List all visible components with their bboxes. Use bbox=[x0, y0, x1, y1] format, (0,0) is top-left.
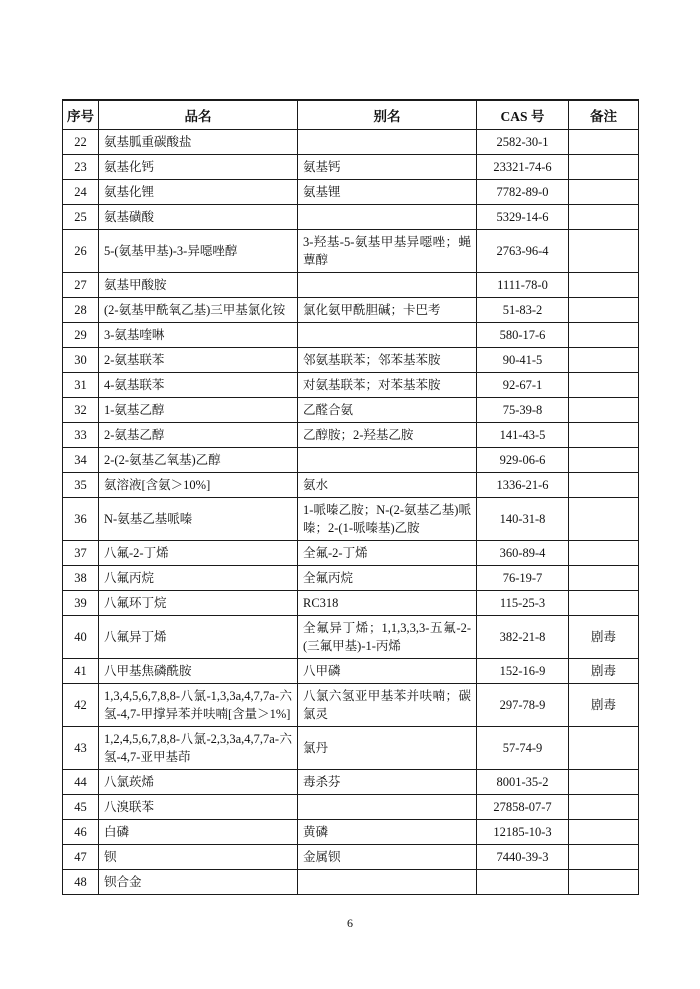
table-row bbox=[63, 683, 639, 726]
row-product-name: 氨基化锂 bbox=[99, 179, 298, 204]
table-row bbox=[63, 372, 639, 397]
table-header bbox=[63, 100, 639, 129]
row-product-name: 八氟丙烷 bbox=[99, 565, 298, 590]
row-remark bbox=[569, 397, 639, 422]
row-alias: 氨基锂 bbox=[298, 179, 477, 204]
chemical-list-table bbox=[62, 99, 639, 895]
row-alias: 乙醇胺；2-羟基乙胺 bbox=[298, 422, 477, 447]
table-row bbox=[63, 179, 639, 204]
row-serial-number: 46 bbox=[63, 819, 99, 844]
row-product-name: 钡 bbox=[99, 844, 298, 869]
row-cas-number: 580-17-6 bbox=[477, 322, 569, 347]
row-alias: 金属钡 bbox=[298, 844, 477, 869]
row-cas-number: 7440-39-3 bbox=[477, 844, 569, 869]
row-alias: 八甲磷 bbox=[298, 658, 477, 683]
row-remark bbox=[569, 422, 639, 447]
row-remark bbox=[569, 869, 639, 894]
row-remark bbox=[569, 129, 639, 154]
row-product-name: N-氨基乙基哌嗪 bbox=[99, 497, 298, 540]
table-row bbox=[63, 819, 639, 844]
row-alias bbox=[298, 869, 477, 894]
header-row bbox=[63, 100, 639, 129]
row-serial-number: 43 bbox=[63, 726, 99, 769]
row-remark bbox=[569, 347, 639, 372]
row-cas-number: 51-83-2 bbox=[477, 297, 569, 322]
table-row bbox=[63, 397, 639, 422]
row-cas-number: 360-89-4 bbox=[477, 540, 569, 565]
table-row bbox=[63, 844, 639, 869]
table-row bbox=[63, 769, 639, 794]
row-alias: RC318 bbox=[298, 590, 477, 615]
row-product-name: 八氟环丁烷 bbox=[99, 590, 298, 615]
row-serial-number: 38 bbox=[63, 565, 99, 590]
row-serial-number: 33 bbox=[63, 422, 99, 447]
row-alias: 氯化氨甲酰胆碱；卡巴考 bbox=[298, 297, 477, 322]
row-product-name: 氨基甲酸胺 bbox=[99, 272, 298, 297]
row-product-name: 八氟-2-丁烯 bbox=[99, 540, 298, 565]
table-row bbox=[63, 794, 639, 819]
row-alias: 八氯六氢亚甲基苯并呋喃；碳氯灵 bbox=[298, 683, 477, 726]
row-remark bbox=[569, 372, 639, 397]
row-cas-number: 297-78-9 bbox=[477, 683, 569, 726]
table-row bbox=[63, 726, 639, 769]
row-serial-number: 41 bbox=[63, 658, 99, 683]
row-serial-number: 42 bbox=[63, 683, 99, 726]
row-remark bbox=[569, 297, 639, 322]
row-remark bbox=[569, 154, 639, 179]
row-remark bbox=[569, 565, 639, 590]
row-cas-number bbox=[477, 869, 569, 894]
row-remark bbox=[569, 447, 639, 472]
row-serial-number: 29 bbox=[63, 322, 99, 347]
row-cas-number: 75-39-8 bbox=[477, 397, 569, 422]
row-alias bbox=[298, 204, 477, 229]
row-product-name: (2-氨基甲酰氧乙基)三甲基氯化铵 bbox=[99, 297, 298, 322]
row-product-name: 1,3,4,5,6,7,8,8-八氯-1,3,3a,4,7,7a-六氢-4,7-甲撑异苯并呋喃[含量＞1%] bbox=[99, 683, 298, 726]
row-serial-number: 24 bbox=[63, 179, 99, 204]
row-remark bbox=[569, 819, 639, 844]
row-cas-number: 92-67-1 bbox=[477, 372, 569, 397]
row-serial-number: 45 bbox=[63, 794, 99, 819]
row-cas-number: 1336-21-6 bbox=[477, 472, 569, 497]
row-remark: 剧毒 bbox=[569, 683, 639, 726]
table-row bbox=[63, 447, 639, 472]
row-cas-number: 382-21-8 bbox=[477, 615, 569, 658]
row-alias: 全氟异丁烯；1,1,3,3,3-五氟-2-(三氟甲基)-1-丙烯 bbox=[298, 615, 477, 658]
table-row bbox=[63, 347, 639, 372]
row-serial-number: 36 bbox=[63, 497, 99, 540]
row-alias: 全氟-2-丁烯 bbox=[298, 540, 477, 565]
row-serial-number: 25 bbox=[63, 204, 99, 229]
row-serial-number: 28 bbox=[63, 297, 99, 322]
row-cas-number: 76-19-7 bbox=[477, 565, 569, 590]
row-cas-number: 90-41-5 bbox=[477, 347, 569, 372]
table-row bbox=[63, 129, 639, 154]
row-product-name: 氨基胍重碳酸盐 bbox=[99, 129, 298, 154]
row-alias: 乙醛合氨 bbox=[298, 397, 477, 422]
row-remark bbox=[569, 844, 639, 869]
table-row bbox=[63, 497, 639, 540]
row-cas-number: 140-31-8 bbox=[477, 497, 569, 540]
row-product-name: 氨基磺酸 bbox=[99, 204, 298, 229]
row-product-name: 白磷 bbox=[99, 819, 298, 844]
row-alias: 3-羟基-5-氨基甲基异噁唑；蝇蕈醇 bbox=[298, 229, 477, 272]
header-remarks: 备注 bbox=[569, 100, 639, 129]
row-cas-number: 23321-74-6 bbox=[477, 154, 569, 179]
row-alias: 1-哌嗪乙胺；N-(2-氨基乙基)哌嗪；2-(1-哌嗪基)乙胺 bbox=[298, 497, 477, 540]
row-product-name: 八溴联苯 bbox=[99, 794, 298, 819]
row-product-name: 氨溶液[含氨＞10%] bbox=[99, 472, 298, 497]
row-serial-number: 47 bbox=[63, 844, 99, 869]
row-serial-number: 22 bbox=[63, 129, 99, 154]
row-alias bbox=[298, 794, 477, 819]
row-serial-number: 48 bbox=[63, 869, 99, 894]
row-cas-number: 5329-14-6 bbox=[477, 204, 569, 229]
row-cas-number: 1111-78-0 bbox=[477, 272, 569, 297]
row-product-name: 1-氨基乙醇 bbox=[99, 397, 298, 422]
row-alias: 氯丹 bbox=[298, 726, 477, 769]
row-remark bbox=[569, 794, 639, 819]
table-row bbox=[63, 272, 639, 297]
row-product-name: 八氟异丁烯 bbox=[99, 615, 298, 658]
table-row bbox=[63, 204, 639, 229]
table-row bbox=[63, 869, 639, 894]
row-remark bbox=[569, 769, 639, 794]
header-alias: 别名 bbox=[298, 100, 477, 129]
row-alias: 氨基钙 bbox=[298, 154, 477, 179]
row-remark bbox=[569, 540, 639, 565]
row-cas-number: 27858-07-7 bbox=[477, 794, 569, 819]
row-remark: 剧毒 bbox=[569, 615, 639, 658]
header-serial-number: 序号 bbox=[63, 100, 99, 129]
row-product-name: 2-氨基乙醇 bbox=[99, 422, 298, 447]
row-cas-number: 115-25-3 bbox=[477, 590, 569, 615]
row-serial-number: 31 bbox=[63, 372, 99, 397]
row-alias bbox=[298, 447, 477, 472]
row-cas-number: 7782-89-0 bbox=[477, 179, 569, 204]
row-remark bbox=[569, 472, 639, 497]
row-serial-number: 35 bbox=[63, 472, 99, 497]
row-remark bbox=[569, 497, 639, 540]
table-row bbox=[63, 322, 639, 347]
row-cas-number: 2763-96-4 bbox=[477, 229, 569, 272]
row-serial-number: 44 bbox=[63, 769, 99, 794]
row-cas-number: 57-74-9 bbox=[477, 726, 569, 769]
row-serial-number: 23 bbox=[63, 154, 99, 179]
row-alias: 氨水 bbox=[298, 472, 477, 497]
row-remark bbox=[569, 272, 639, 297]
row-product-name: 2-(2-氨基乙氧基)乙醇 bbox=[99, 447, 298, 472]
page-number: 6 bbox=[347, 916, 353, 930]
header-cas-number: CAS 号 bbox=[477, 100, 569, 129]
row-product-name: 八氯莰烯 bbox=[99, 769, 298, 794]
table-body bbox=[63, 129, 639, 894]
row-alias: 黄磷 bbox=[298, 819, 477, 844]
row-alias bbox=[298, 322, 477, 347]
table-row bbox=[63, 297, 639, 322]
row-product-name: 氨基化钙 bbox=[99, 154, 298, 179]
row-cas-number: 141-43-5 bbox=[477, 422, 569, 447]
row-alias: 对氨基联苯；对苯基苯胺 bbox=[298, 372, 477, 397]
row-alias bbox=[298, 129, 477, 154]
row-product-name: 3-氨基喹啉 bbox=[99, 322, 298, 347]
row-cas-number: 929-06-6 bbox=[477, 447, 569, 472]
table-row bbox=[63, 590, 639, 615]
row-product-name: 八甲基焦磷酰胺 bbox=[99, 658, 298, 683]
row-remark: 剧毒 bbox=[569, 658, 639, 683]
row-alias bbox=[298, 272, 477, 297]
row-serial-number: 26 bbox=[63, 229, 99, 272]
table-row bbox=[63, 472, 639, 497]
row-product-name: 2-氨基联苯 bbox=[99, 347, 298, 372]
row-serial-number: 37 bbox=[63, 540, 99, 565]
row-serial-number: 34 bbox=[63, 447, 99, 472]
row-serial-number: 39 bbox=[63, 590, 99, 615]
row-product-name: 1,2,4,5,6,7,8,8-八氯-2,3,3a,4,7,7a-六氢-4,7-亚甲基茚 bbox=[99, 726, 298, 769]
row-serial-number: 27 bbox=[63, 272, 99, 297]
row-remark bbox=[569, 590, 639, 615]
row-remark bbox=[569, 322, 639, 347]
row-cas-number: 2582-30-1 bbox=[477, 129, 569, 154]
table-row bbox=[63, 154, 639, 179]
row-serial-number: 32 bbox=[63, 397, 99, 422]
row-product-name: 钡合金 bbox=[99, 869, 298, 894]
row-alias: 全氟丙烷 bbox=[298, 565, 477, 590]
row-remark bbox=[569, 204, 639, 229]
table-row bbox=[63, 229, 639, 272]
row-remark bbox=[569, 726, 639, 769]
row-serial-number: 40 bbox=[63, 615, 99, 658]
row-remark bbox=[569, 229, 639, 272]
row-cas-number: 8001-35-2 bbox=[477, 769, 569, 794]
table-row bbox=[63, 658, 639, 683]
row-product-name: 5-(氨基甲基)-3-异噁唑醇 bbox=[99, 229, 298, 272]
row-alias: 毒杀芬 bbox=[298, 769, 477, 794]
table-row bbox=[63, 422, 639, 447]
row-cas-number: 152-16-9 bbox=[477, 658, 569, 683]
row-remark bbox=[569, 179, 639, 204]
row-product-name: 4-氨基联苯 bbox=[99, 372, 298, 397]
row-serial-number: 30 bbox=[63, 347, 99, 372]
table-row bbox=[63, 565, 639, 590]
row-cas-number: 12185-10-3 bbox=[477, 819, 569, 844]
row-alias: 邻氨基联苯；邻苯基苯胺 bbox=[298, 347, 477, 372]
table-row bbox=[63, 615, 639, 658]
table-row bbox=[63, 540, 639, 565]
header-product-name: 品名 bbox=[99, 100, 298, 129]
